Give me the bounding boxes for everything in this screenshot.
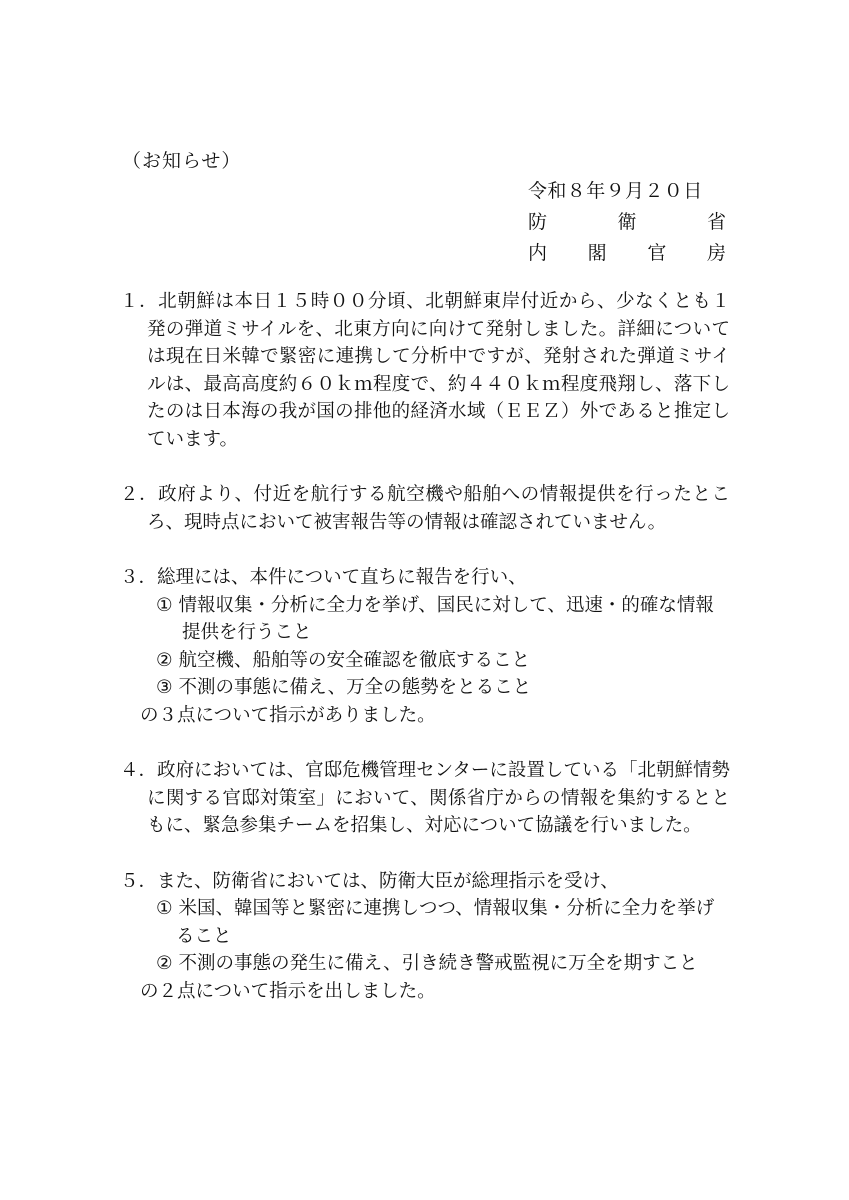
item-3-sub-3: ③ 不測の事態に備え、万全の態勢をとること [156, 677, 532, 698]
item-3-intro: ３．総理には、本件について直ちに報告を行い、 [120, 567, 527, 588]
issuer-2-char: 官 [647, 242, 667, 264]
issue-date: 令和８年９月２０日 [528, 180, 703, 202]
issuer-block [528, 176, 728, 269]
item-4 [120, 757, 730, 840]
item-4-text: ４．政府においては、官邸危機管理センターに設置している「北朝鮮情勢に関する官邸対策室」において、関係省庁からの情報を集約するとともに、緊急参集チームを招集し、対応について協議を行いました。 [120, 760, 730, 836]
item-3 [120, 564, 730, 729]
issuer-1-char: 防 [528, 211, 548, 233]
item-5-closing: の２点について指示を出しました。 [140, 980, 436, 1002]
issuer-cabinet-secretariat [528, 238, 726, 269]
item-2 [120, 481, 730, 536]
notice-label: （お知らせ） [122, 150, 242, 172]
item-5-sub-2: ② 不測の事態の発生に備え、引き続き警戒監視に万全を期すこと [156, 953, 698, 974]
issuer-1-char: 省 [706, 211, 726, 233]
item-2-text: ２．政府より、付近を航行する航空機や船舶への情報提供を行ったところ、現時点において被害報告等の情報は確認されていません。 [120, 484, 730, 533]
item-5 [120, 868, 730, 1006]
item-1-text: １．北朝鮮は本日１５時００分頃、北朝鮮東岸付近から、少なくとも１発の弾道ミサイルを、北東方向に向けて発射しました。詳細については現在日米韓で緊密に連携して分析中ですが、発射された弾道ミサイルは、最高高度約６０ｋｍ程度で、約４４０ｋｍ程度飛翔し、落下したのは日本海の我が国の排他的経済水域（ＥＥＺ）外であると推定しています。 [120, 291, 730, 450]
item-5-sub-1: ① 米国、韓国等と緊密に連携しつつ、情報収集・分析に全力を挙げること [156, 898, 715, 947]
item-3-sub-1: ① 情報収集・分析に全力を挙げ、国民に対して、迅速・的確な情報提供を行うこと [156, 594, 714, 643]
item-3-closing: の３点について指示がありました。 [140, 704, 436, 726]
item-1 [120, 288, 730, 453]
item-3-sub-2: ② 航空機、船舶等の安全確認を徹底すること [156, 649, 530, 671]
issuer-2-char: 房 [706, 242, 726, 264]
issuer-2-char: 内 [528, 242, 548, 264]
issuer-1-char: 衛 [617, 211, 637, 233]
issuer-ministry-of-defense [528, 207, 726, 238]
issuer-2-char: 閣 [587, 242, 607, 264]
item-5-intro: ５．また、防衛省においては、防衛大臣が総理指示を受け、 [120, 870, 619, 892]
notice-body [120, 288, 730, 1033]
